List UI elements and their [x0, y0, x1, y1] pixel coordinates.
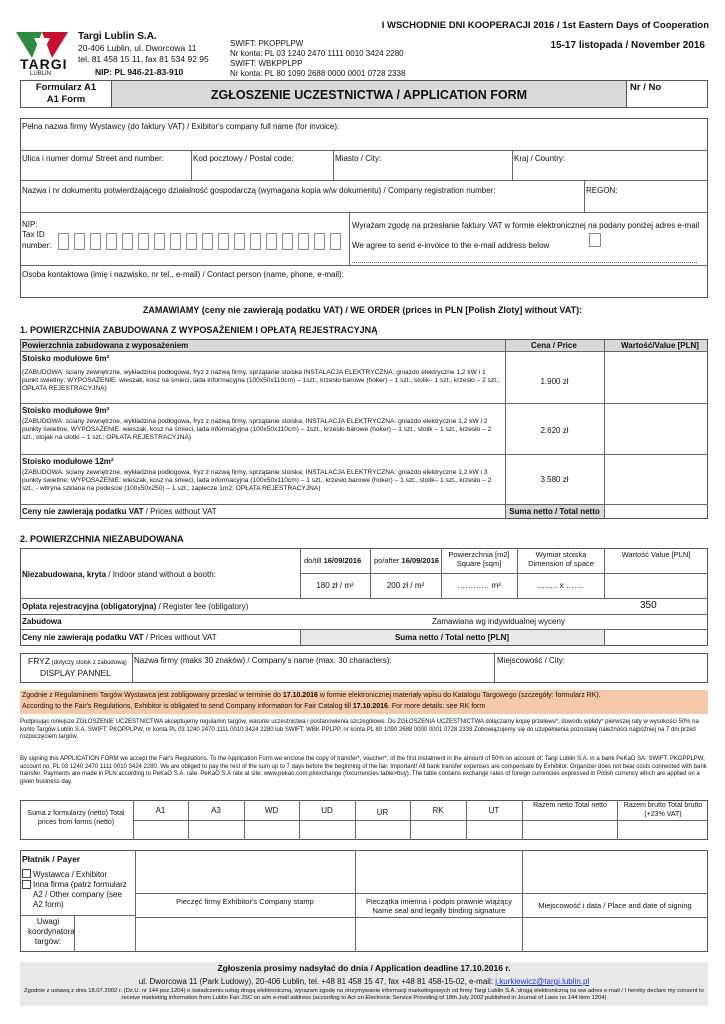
fryz-label: [28, 657, 127, 667]
section2-col-value: Wartość Value [PLN]: [621, 550, 691, 559]
country-field[interactable]: Kraj / Country:: [514, 154, 566, 163]
number-label: Nr / No: [630, 82, 662, 93]
email-dotted-line[interactable]: [352, 262, 697, 263]
logo: [14, 30, 70, 76]
register-fee-label-en: / Register fee (obligatory): [156, 602, 249, 611]
catalog-notice-pl-a: Zgodnie z Regulaminem Targów Wystawca jest zobligowany przesłać w terminie do: [22, 692, 283, 699]
section1-prices-note: [22, 507, 217, 516]
form-number-en: A1 Form: [46, 94, 86, 105]
legal-text-pl: Podpisując niniejsze ZGŁOSZENIE UCZESTNICTWA akceptujemy regulamin targów, warunki uczestnictwa i postanowienia szczegółowe. Do ZGŁOSZENIA UCZESTNICTWA dołączamy kopię przelewu*, dowodu wpłaty* pierwszej raty w wysokości 50% na konto Targów Lublin S.A. SWIFT: PKOPPLPW, nr konta PL 03 1240 2470 1111 0010 3424 2280 lub SWIFT: WBK PPLPP, nr konta PL 80 1090 2688 0000 0001 0728 2338 Zobowiązujemy się do uzupełnienia pozostałej należności najpóźniej na 7 dni przed rozpoczęciem targów.: [20, 719, 699, 740]
postal-code-field[interactable]: Kod pocztowy / Postal code:: [193, 154, 294, 163]
section1-title: 1. POWIERZCHNIA ZABUDOWANA Z WYPOSAŻENIEM I OPŁATĄ REJESTRACYJNĄ: [20, 325, 378, 335]
signature-label: Pieczątka imienna i podpis prawnie wiążący Name seal and legally binding signature: [366, 897, 512, 916]
coordinator-notes-label: Uwagi koordynatora targów:: [28, 917, 75, 946]
catalog-notice-en: [22, 703, 485, 711]
indoor-stand-label: [22, 570, 216, 579]
dimension-input[interactable]: …….. x …….: [536, 581, 585, 590]
fryz-label-note: (dotyczy stoisk z zabudową): [50, 660, 127, 666]
taxid-label: Tax ID: [22, 230, 45, 239]
summary-col: A1: [155, 806, 166, 815]
summary-col: WD: [264, 806, 279, 815]
taxid-number-label: number:: [22, 241, 52, 250]
company-stamp-label: Pieczęć firmy Exhibitor's Company stamp: [176, 897, 314, 906]
section2-col-until-date: 16/09/2016: [323, 556, 362, 565]
stand-9-value[interactable]: [606, 405, 706, 453]
checkbox-icon[interactable]: [22, 880, 31, 889]
stand-6-value[interactable]: [606, 353, 706, 402]
summary-values-row[interactable]: [134, 821, 707, 839]
stand-9-description: (ZABUDOWA: ściany zewnętrzne, wykładzina podłogowa, fryz z nazwą firmy, sprzątanie stoiska; INSTALACJA ELEKTRYCZNA: gniazdo elektryczne 1,2 kW i 2 punkty świetlne; WYPOSAŻENIE: wieszak, kosz na śmieci, lada informacyjna (100x50x110cm) – 1szt., krzesło barowe (hoker) – 1 szt., stolik – 1 szt., krzesło – 2 szt., stojak na ulotki – 1 szt.; OPŁATA REJESTRACYJNA): [22, 418, 492, 442]
form-number-box: [20, 80, 112, 108]
catalog-notice-en-date: 17.10.2016: [352, 703, 388, 710]
event-dates: 15-17 listopada / November 2016: [550, 40, 705, 51]
city-field[interactable]: Miasto / City:: [335, 154, 382, 163]
logo-text: TARGI: [20, 56, 68, 72]
signature-area[interactable]: [356, 851, 521, 892]
catalog-notice-en-a: According to the Fair's Regulations, Exhibitor is obligated to send Company information for Fair Catalog till: [22, 703, 353, 710]
section1-col-price: Cena / Price: [531, 341, 577, 350]
summary-col: UT: [488, 806, 500, 815]
einvoice-consent-pl: Wyrażam zgodę na przesłanie faktury VAT w formie elektronicznej na podany poniżej adres e-mail: [352, 221, 700, 230]
nip-label: NIP:: [22, 220, 38, 229]
price-until: 180 zł / m²: [316, 581, 354, 590]
section2-col-until: [304, 557, 361, 566]
catalog-notice-pl-b: w formie elektronicznej materiały wpisu do Katalogu Targowego (szczegóły: formularz RK).: [317, 692, 601, 699]
order-heading: ZAMAWIAMY (ceny nie zawierają podatku VAT) / WE ORDER (prices in PLN [Polish Zloty] without VAT):: [142, 305, 583, 315]
footer-email-link[interactable]: j.kurkiewicz@targi.lublin.pl: [495, 977, 590, 986]
register-fee-label: [22, 602, 248, 611]
zabudowa-note: Zamawiana wg indywidualnej wyceny: [432, 617, 565, 626]
bank-line: SWIFT: PKOPPLPW: [230, 39, 304, 48]
zabudowa-label: Zabudowa: [22, 617, 62, 626]
summary-brutto: Razem brutto Total brutto (+23% VAT): [623, 802, 703, 818]
summary-col: UR: [376, 808, 389, 817]
summary-label: Suma z formularzy (netto) Total prices from forms (netto): [27, 810, 125, 826]
section2-col-after-date: 16/09/2016: [401, 556, 440, 565]
section2-prices-note-en: / Prices without VAT: [143, 633, 217, 642]
place-date-area[interactable]: [523, 851, 707, 892]
stand-9-price: 2.620 zł: [540, 426, 569, 435]
fryz-company-name-field[interactable]: Nazwa firmy (maks 30 znaków) / Company's name (max. 30 characters):: [134, 656, 392, 665]
regon-field[interactable]: REGON:: [586, 186, 618, 195]
stand-6-price: 1.900 zł: [540, 377, 569, 386]
fryz-label-en: DISPLAY PANNEL: [40, 668, 111, 678]
bank-line: Nr konta: PL 80 1090 2688 0000 0001 0728 2338: [230, 69, 406, 78]
registration-field[interactable]: Nazwa i nr dokumentu potwierdzającego działalność gospodarczą (wymagana kopia w/w dokumentu) / Company registration number:: [22, 186, 496, 195]
company-address: 20-406 Lublin, ul. Dworcowa 11: [78, 43, 197, 53]
event-title: I WSCHODNIE DNI KOOPERACJI 2016 / 1st Eastern Days of Cooperation: [381, 20, 709, 31]
company-full-name-field[interactable]: Pełna nazwa firmy Wystawcy (do faktury VAT) / Exibitor's company full name (for invoice):: [22, 122, 340, 131]
section2-col-until-label: do/till: [304, 556, 324, 565]
section1-total-label: Suma netto / Total netto: [509, 507, 600, 516]
footer-address: [20, 977, 708, 986]
summary-col: A3: [211, 806, 221, 815]
section2-prices-note-pl: Ceny nie zawierają podatku VAT: [22, 633, 144, 642]
stand-6-description: (ZABUDOWA: ściany zewnętrzne, wykładzina podłogowa, fryz z nazwą firmy, sprzątanie stoiska INSTALACJA ELEKTRYCZNA: gniazdo elektryczne 1,2 kW i 1 punkt świetlny; WYPOSAŻENIE: wieszak, kosz na śmieci, lada informacyjna (100x50x110cm) – 1szt., krzesło barowe (hoker) – 1 szt., stolik– 1 szt., krzesło – 2 szt.; OPŁATA REJESTRACYJNA): [22, 369, 500, 393]
indoor-stand-label-en: / Indoor stand without a booth:: [106, 570, 216, 579]
company-nip: NIP: PL 946-21-83-910: [95, 67, 184, 77]
indoor-stand-label-pl: Niezabudowana, kryta: [22, 570, 107, 579]
footer-consent: Zgodnie z ustawą z dnia 18.07.2002 r. (Dz.U. nr 144 poz.1204) o świadczeniu usług drogą elektroniczną, wyrażam zgodę na otrzymywanie informacji marketingowych od firmy Targi Lublin S.A. drogą elektroniczną na ww adres e-mail / I hereby declare my consent to receive marketing information from Lublin Fair JSC on a/m e-mail address (according to Act on Electronic Service Providing of 18th July 2002 published in Journal of Laws no 144 item 1204): [24, 988, 704, 1002]
section2-total-value[interactable]: [606, 631, 706, 645]
checkbox-icon[interactable]: [22, 869, 31, 878]
catalog-notice-pl: [22, 692, 601, 700]
company-stamp-area[interactable]: [136, 851, 354, 892]
bank-line: Nr konta: PL 03 1240 2470 1111 0010 3424 2280: [230, 49, 404, 58]
summary-col: RK: [432, 806, 444, 815]
number-box[interactable]: [626, 80, 708, 108]
section1-prices-note-en: / Prices without VAT: [143, 507, 217, 516]
einvoice-consent-en: We agree to send e-invoice to the e-mail address below: [352, 241, 550, 250]
application-deadline: Zgłoszenia prosimy nadsyłać do dnia / Application deadline 17.10.2016 r.: [217, 963, 511, 973]
payer-title: Płatnik / Payer: [22, 854, 81, 864]
bank-line: SWIFT: WBKPPLPP: [230, 59, 303, 68]
section2-col-after-label: po/after: [374, 556, 402, 565]
register-fee-value: 350: [640, 600, 657, 611]
footer-address-text: ul. Dworcowa 11 (Park Ludowy), 20-406 Lublin, tel. +48 81 458 15 47, fax +48 81 458-15-02, e-mail:: [138, 977, 496, 986]
company-phone: tel. 81 458 15 11, fax 81 534 92 95: [78, 54, 209, 64]
section2-total-label: Suma netto / Total netto [PLN]: [394, 633, 510, 642]
street-field[interactable]: Ulica i numer domu/ Street and number:: [22, 154, 164, 163]
section2-col-area: Powierzchnia [m2] Square [sqm]: [448, 550, 510, 569]
company-name: Targi Lublin S.A.: [78, 31, 157, 42]
indoor-stand-value[interactable]: [606, 575, 706, 597]
title-bar: [111, 80, 627, 108]
catalog-notice-pl-date: 17.10.2016: [282, 692, 318, 699]
stand-12-value[interactable]: [606, 456, 706, 502]
section1-col-desc: Powierzchnia zabudowana z wyposażeniem: [22, 341, 189, 350]
payer-option-exhibitor-label: Wystawca / Exhibitor: [33, 870, 108, 879]
fryz-city-field[interactable]: Miejscowość / City:: [497, 656, 566, 665]
section2-title: 2. POWIERZCHNIA NIEZABUDOWANA: [20, 534, 184, 544]
section2-col-after: [374, 557, 439, 566]
summary-col: UD: [321, 806, 333, 815]
logo-subtext: LUBLIN: [30, 71, 52, 77]
legal-text-en: By signing this APPLICATION FORM we accept the Fair's Regulations. To the Application Form we enclose the copy of transfer*, voucher*, of the first instalment in the amount of 50% on account of: Targi Lublin S.A. in a bank PeKaO SA: SWIFT: PKOPPLPW, account no. PL 03 1240 2470 1111 0010 3424 2280. We are obliged to pay the rest of the sum up to 7 days before the beginning of the fair. Important! All bank transfer expenses are compensate by Exhibitor. Organizer does not bear costs connected with bank transfer. Payments are made in PLN according to PeKaO S.A. rate. PeKaO S.A rate at site: www.pekao.com.pl/exchange (fixcurrencies table>buy). The table contains exchange rates of foreign currencies expressed in Polish currency which are applied on a given business day.: [20, 756, 707, 785]
fryz-label-main: FRYZ: [28, 656, 51, 666]
page-title: ZGŁOSZENIE UCZESTNICTWA / APPLICATION FORM: [210, 88, 528, 102]
register-fee-label-pl: Opłata rejestracyjna (obligatoryjna): [22, 602, 157, 611]
section1-total-value[interactable]: [606, 506, 706, 518]
einvoice-checkbox[interactable]: [589, 233, 601, 247]
payer-option-other-icon-row[interactable]: [22, 880, 33, 890]
payer-option-other[interactable]: Inna firma (patrz formularz A2 / Other company (see A2 form): [33, 880, 127, 909]
stand-12-description: (ZABUDOWA: ściany zewnętrzne, wykładzina podłogowa, fryz z nazwą firmy, sprzątanie stoiska; INSTALACJA ELEKTRYCZNA: gniazdo elektryczne 1,2 kW i 3 punkty świetlne; WYPOSAŻENIE: wieszak, kosz na śmieci, lada informacyjna (100x50x110cm) – 1 szt., krzesło barowe (hoker) – 1 szt., stolik– 1 szt., krzesło – 2 szt., - witryna szklana na podeście (100x50x250) – 1 szt., zaplecze 1m2; OPŁATA REJESTRACYJNA): [22, 469, 492, 493]
stand-12-price: 3.580 zł: [540, 475, 569, 484]
section1-col-value: Wartość/Value [PLN]: [621, 341, 699, 350]
summary-netto: Razem netto Total netto: [533, 802, 607, 809]
section2-prices-note: [22, 633, 217, 642]
stand-9-name: Stoisko modułowe 9m²: [22, 406, 110, 415]
section1-prices-note-pl: Ceny nie zawierają podatku VAT: [22, 507, 144, 516]
catalog-notice-en-b: . For more details: see RK form: [387, 703, 486, 710]
area-input[interactable]: ………… m²: [457, 581, 501, 590]
contact-person-field[interactable]: Osoba kontaktowa (imię i nazwisko, nr tel., e-mail) / Contact person (name, phone, e-mail):: [22, 270, 344, 279]
form-number: Formularz A1: [35, 82, 97, 93]
price-after: 200 zł / m²: [386, 581, 425, 590]
stand-12-name: Stoisko modułowe 12m²: [22, 457, 114, 466]
payer-option-exhibitor[interactable]: [22, 869, 107, 879]
place-date-label: Miejscowość i data / Place and date of signing: [538, 901, 692, 910]
section2-col-dimension: Wymiar stoiska Dimension of space: [528, 550, 594, 569]
stand-6-name: Stoisko modułowe 6m²: [22, 354, 110, 363]
